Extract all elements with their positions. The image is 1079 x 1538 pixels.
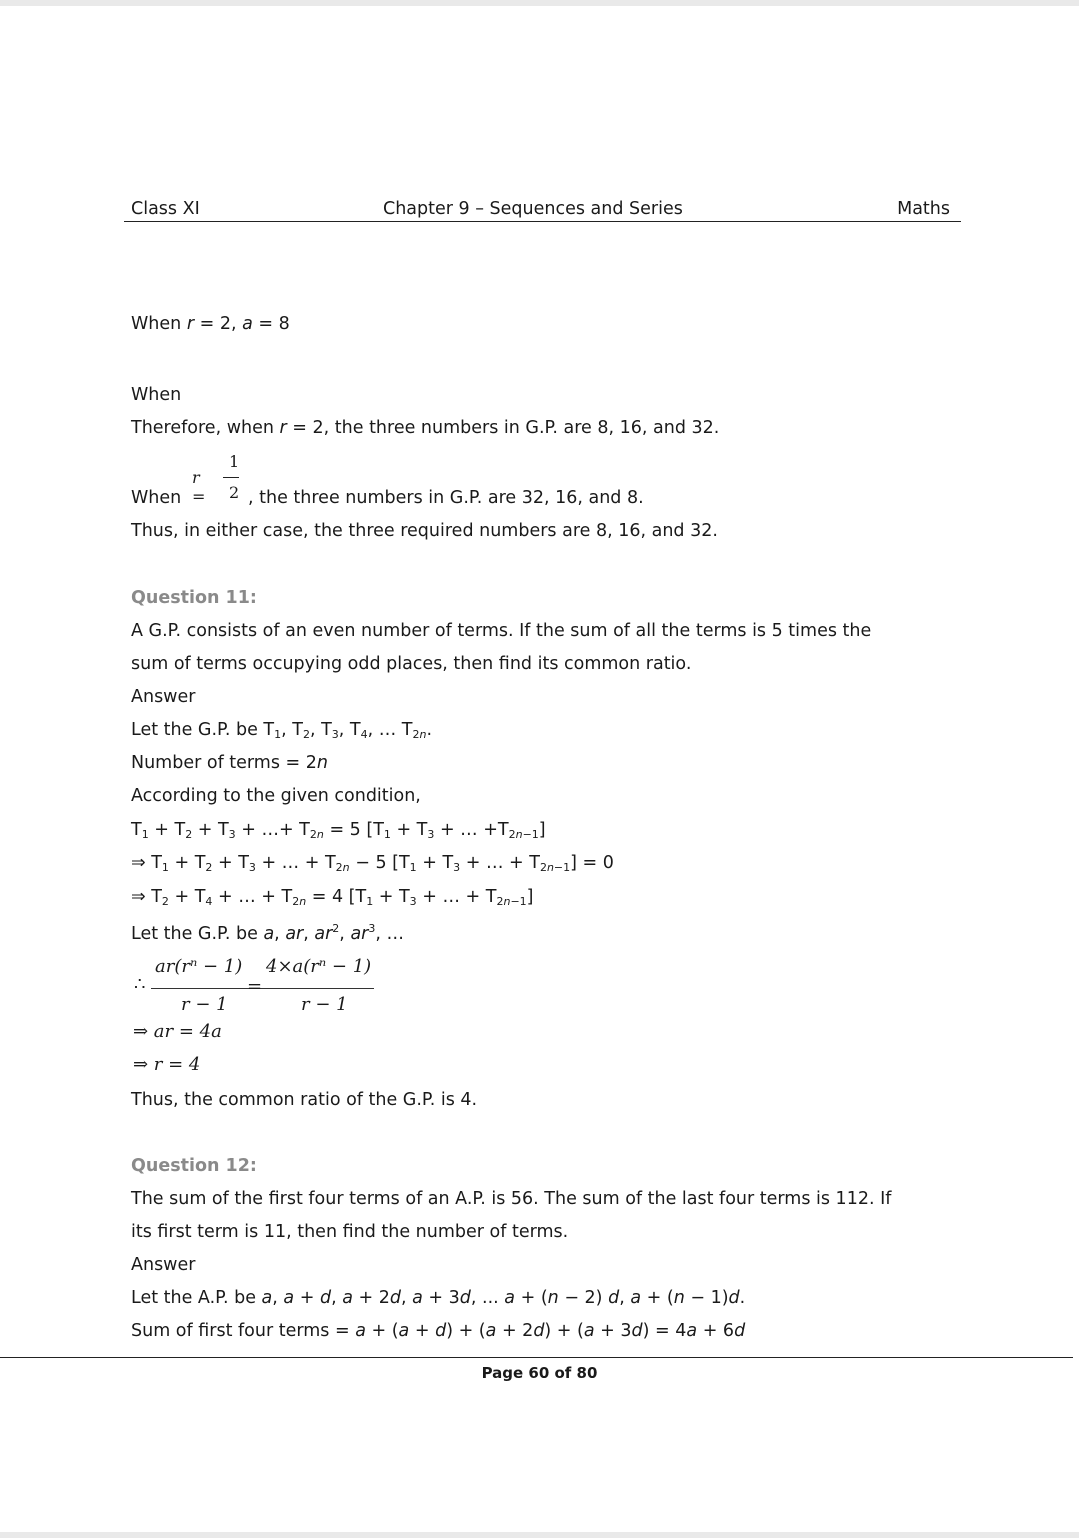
footer-rule bbox=[0, 1357, 1073, 1358]
conclusion: Thus, the common ratio of the G.P. is 4. bbox=[131, 1090, 478, 1110]
text-line: Sum of first four terms = a + (a + d) + (a + 2d) + (a + 3d) = 4a + 6d bbox=[131, 1321, 746, 1341]
text-line: When r = 2, a = 8 bbox=[131, 314, 290, 334]
fraction-bar bbox=[223, 477, 239, 478]
top-border bbox=[0, 0, 1079, 6]
question-text: The sum of the first four terms of an A.P. is 56. The sum of the last four terms is 112. If bbox=[131, 1189, 892, 1209]
answer-label: Answer bbox=[131, 1255, 196, 1275]
answer-label: Answer bbox=[131, 687, 196, 707]
question-text: sum of terms occupying odd places, then find its common ratio. bbox=[131, 654, 692, 674]
header-class: Class XI bbox=[131, 199, 200, 219]
text-line: Thus, in either case, the three required numbers are 8, 16, and 32. bbox=[131, 521, 718, 541]
page-header bbox=[124, 199, 961, 222]
text-line: Let the A.P. be a, a + d, a + 2d, a + 3d, ... a + (n − 2) d, a + (n − 1)d. bbox=[131, 1288, 746, 1308]
header-subject: Maths bbox=[897, 199, 950, 219]
rhs-numerator: 4×a(rⁿ − 1) bbox=[266, 956, 372, 977]
rhs-denominator: r − 1 bbox=[301, 994, 348, 1015]
question-text: its first term is 11, then find the number of terms. bbox=[131, 1222, 569, 1242]
text-line: Therefore, when r = 2, the three numbers in G.P. are 8, 16, and 32. bbox=[131, 418, 720, 438]
question-text: A G.P. consists of an even number of terms. If the sum of all the terms is 5 times the bbox=[131, 621, 872, 641]
bottom-border bbox=[0, 1532, 1079, 1538]
text-line: , the three numbers in G.P. are 32, 16, and 8. bbox=[248, 488, 644, 508]
equation-step: ⇒ ar = 4a bbox=[133, 1021, 222, 1042]
fraction-denominator: 2 bbox=[229, 483, 240, 502]
text-line: When bbox=[131, 385, 182, 405]
lhs-denominator: r − 1 bbox=[181, 994, 228, 1015]
text-line: Let the G.P. be a, ar, $ar^2$, $ar^3$, … bbox=[131, 922, 404, 944]
equation-line: ⇒ $T_2 + T_4$ + … + $T_{2n} = 4$ [$T_1 + T_3$ + … + $T_{2n-1}$] bbox=[131, 887, 534, 908]
equation-line: $T_1 + T_2 + T_3$ + …+ $T_{2n} = 5$ [$T_1 + T_3$ + … $+T_{2n-1}$] bbox=[131, 820, 546, 841]
therefore-symbol: ∴ bbox=[134, 974, 146, 995]
text-line: Number of terms = 2n bbox=[131, 753, 328, 773]
question-11-title: Question 11: bbox=[131, 588, 257, 608]
question-12-title: Question 12: bbox=[131, 1156, 257, 1176]
fraction-numerator: 1 bbox=[229, 452, 240, 471]
text-line: When bbox=[131, 488, 182, 508]
text-line: Let the G.P. be $T_1$, $T_2$, $T_3$, $T_4$, … $T_{2n}$. bbox=[131, 720, 433, 741]
equation-line: ⇒ $T_1 + T_2 + T_3$ + … + $T_{2n} - 5$ [$T_1 + T_3$ + … + $T_{2n-1}] = 0$ bbox=[131, 853, 614, 874]
page-number: Page 60 of 80 bbox=[481, 1364, 598, 1382]
equals-sign: = bbox=[247, 976, 263, 997]
equation-step: ⇒ r = 4 bbox=[133, 1054, 201, 1075]
header-chapter: Chapter 9 – Sequences and Series bbox=[383, 199, 683, 219]
rhs-fraction-bar bbox=[262, 988, 374, 989]
fraction-lhs: r = bbox=[192, 468, 206, 506]
lhs-numerator: ar(rⁿ − 1) bbox=[155, 956, 243, 977]
text-line: According to the given condition, bbox=[131, 786, 421, 806]
